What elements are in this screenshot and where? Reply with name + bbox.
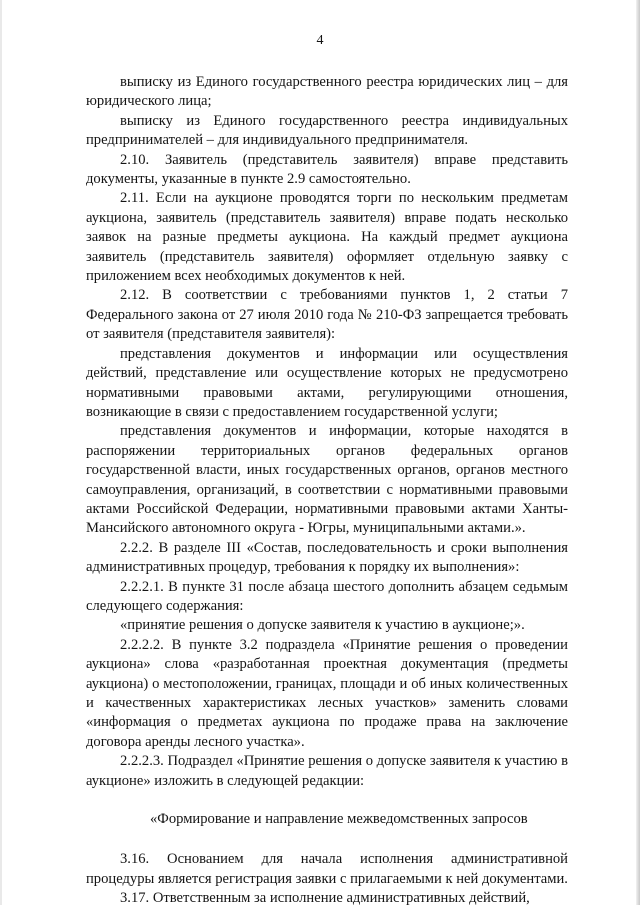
paragraph-clause-2-12: 2.12. В соответствии с требованиями пунктов 1, 2 статьи 7 Федерального закона от 27 июля 2010 года № 210-ФЗ запрещается требовать от заявителя (представителя заявителя):: [86, 287, 568, 343]
paragraph-clause-2-2-2-3: 2.2.2.3. Подраздел «Принятие решения о допуске заявителя к участию в аукционе» изложить в следующей редакции:: [86, 753, 568, 789]
paragraph-prohibition-1: представления документов и информации или осуществления действий, представление или осуществление которых не предусмотрено нормативными правовыми актами, регулирующими отношения, возникающие в связи с предоставлением государственной услуги;: [86, 345, 568, 420]
page-number: 4: [316, 33, 324, 48]
paragraph-clause-2-2-2-1: 2.2.2.1. В пункте 31 после абзаца шестого дополнить абзацем седьмым следующего содержания:: [86, 578, 568, 614]
paragraph-egrul-extract: выписку из Единого государственного реестра юридических лиц – для юридического лица;: [86, 74, 568, 110]
paragraph-clause-3-16: 3.16. Основанием для начала исполнения административной процедуры является регистрация заявки с прилагаемыми к ней документами.: [86, 851, 568, 887]
section-heading: «Формирование и направление межведомственных запросов: [150, 811, 528, 828]
paragraph-clause-2-2-2-2: 2.2.2.2. В пункте 3.2 подраздела «Принятие решения о проведении аукциона» слова «разработанная проектная документация (предметы аукциона) о местоположении, границах, площади и об иных количественных и качественных характеристиках лесных участков» заменить словами «информация о предметах аукциона по продаже права на заключение договора аренды лесного участка».: [86, 636, 568, 750]
paragraph-clause-2-11: 2.11. Если на аукционе проводятся торги по нескольким предметам аукциона, заявитель (представитель заявителя) вправе подать несколько заявок на разные предметы аукциона. На каждый предмет аукциона заявитель (представитель заявителя) оформляет отдельную заявку с приложением всех необходимых документов к ней.: [86, 190, 568, 285]
paragraph-clause-2-2-2: 2.2.2. В разделе III «Состав, последовательность и сроки выполнения административных процедур, требования к порядку их выполнения»:: [86, 539, 568, 576]
document-body: [86, 73, 568, 909]
paragraph-clause-3-17: 3.17. Ответственным за исполнение административных действий,: [120, 890, 530, 907]
paragraph-prohibition-2: представления документов и информации, которые находятся в распоряжении территориальных органов федеральных органов государственной власти, иных государственных органов, органов местного самоуправления, организаций, в соответствии с нормативными правовыми актами Российской Федерации, нормативными правовыми актами Ханты-Мансийского автономного округа - Югры, муниципальными актами.».: [86, 423, 568, 537]
paragraph-egrip-extract: выписку из Единого государственного реестра индивидуальных предпринимателей – для индивидуального предпринимателя.: [86, 112, 568, 149]
paragraph-quoted-insert: «принятие решения о допуске заявителя к участию в аукционе;».: [120, 617, 525, 634]
scan-edge-right: [636, 0, 640, 905]
scan-edge-left: [0, 0, 2, 905]
paragraph-clause-2-10: 2.10. Заявитель (представитель заявителя) вправе представить документы, указанные в пункте 2.9 самостоятельно.: [86, 151, 568, 188]
